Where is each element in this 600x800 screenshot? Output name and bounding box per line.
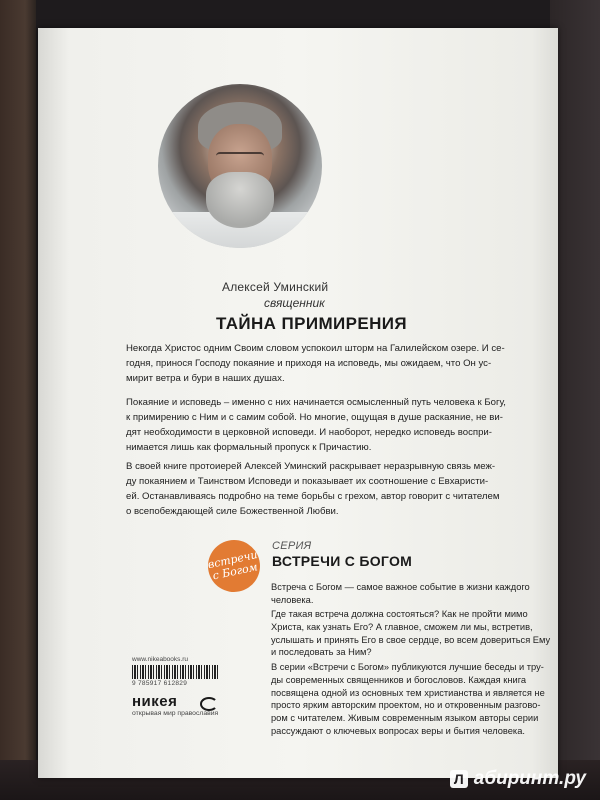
description-paragraph-2: Покаяние и исповедь – именно с них начинается осмысленный путь человека к Богу, к примирению с Ним и с самим собой. Но многие, ощущая в душе раскаяние, не ви- дят необходимости в церковной исповеди. И наоборот, нередко исповедь воспри- нимается лишь как формальный пропуск к Причастию. <box>126 397 506 453</box>
book-title: ТАЙНА ПРИМИРЕНИЯ <box>216 314 408 333</box>
series-paragraph-3: В серии «Встречи с Богом» публикуются лучшие беседы и тру- ды современных священников и богословов. Каждая книга посвящена одной из основных тем христианства и является не просто ярким авторским проектом, но и откровенным разгово- ром с читателем. Живым современным языком авторы серии рассуждают о ключевых вопросах веры и бытия человека. <box>271 662 545 736</box>
labirint-icon: Л <box>450 770 468 788</box>
description-paragraph-3: В своей книге протоиерей Алексей Уминский раскрывает неразрывную связь меж- ду покаянием и Таинством Исповеди и показывает их соотношение с Евхаристи- ей. Останавливаясь подробно на теме борьбы с грехом, автор говорит с читателем о всепобеждающей силе Божественной Любви. <box>126 461 500 517</box>
author-name: Алексей Уминский <box>222 280 329 294</box>
series-logo: встречи с Богом <box>203 535 265 597</box>
publisher-mark-icon <box>200 697 218 711</box>
publisher-logo: никея <box>132 693 178 710</box>
author-role: священник <box>264 296 325 310</box>
series-name: ВСТРЕЧИ С БОГОМ <box>272 553 413 569</box>
series-paragraph-1: Встреча с Богом — самое важное событие в жизни каждого человека. <box>271 582 530 605</box>
watermark-text: абиринт.ру <box>473 768 586 789</box>
description-paragraph-1: Некогда Христос одним Своим словом успокоил шторм на Галилейском озере. И се- годня, принося Господу покаяние и приходя на исповедь, мы ожидаем, что Он ус- мирит ветра и бури в наших душах. <box>126 343 505 384</box>
barcode <box>132 665 220 679</box>
labirint-watermark <box>450 768 586 790</box>
background-left <box>0 0 36 800</box>
isbn-number: 9 785917 612829 <box>132 680 188 687</box>
book-back-cover <box>38 28 558 778</box>
series-label: СЕРИЯ <box>272 540 312 552</box>
publisher-website: www.nikeabooks.ru <box>132 656 188 663</box>
series-paragraph-2: Где такая встреча должна состояться? Как не пройти мимо Христа, как узнать Его? А главное, сможем ли мы, встретив, услышать и принять Его в свое сердце, во всем довериться Ему и последовать за Ним? <box>271 609 551 658</box>
author-photo <box>158 84 322 248</box>
publisher-tagline: открывая мир православия <box>132 710 219 717</box>
